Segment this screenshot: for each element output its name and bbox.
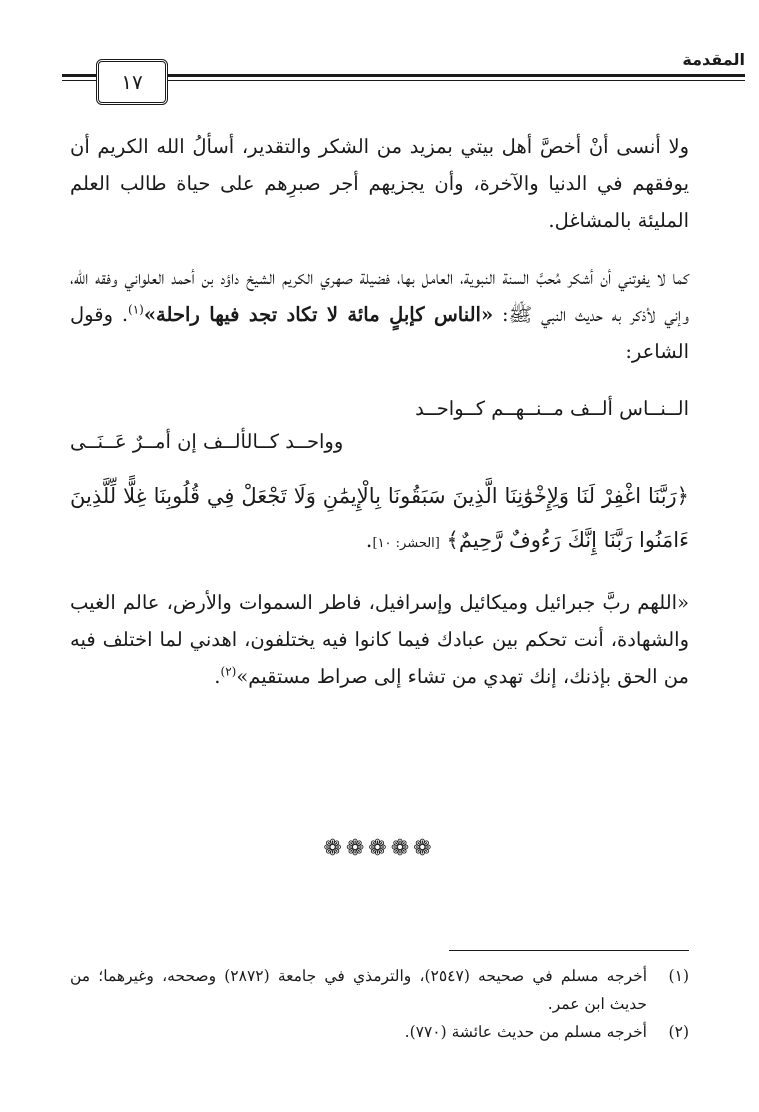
section-ornament: ❁❁❁❁❁ (323, 836, 436, 861)
poem (70, 390, 689, 460)
page-number-frame (96, 59, 168, 105)
dua-text: «اللهم ربَّ جبرائيل وميكائيل وإسرافيل، فاطر السموات والأرض، عالم الغيب والشهادة، أنت تحكم بين عبادك فيما كانوا فيه يختلفون، اهدني لما اختلف فيه من الحق بإذنك، إنك تهدي من تشاء إلى صراط مستقيم» (70, 591, 689, 688)
footnote-divider (449, 950, 689, 951)
quran-reference: [الحشر: ١٠] (372, 536, 440, 551)
paragraph-thanks-family: ولا أنسى أنْ أخصَّ أهل بيتي بمزيد من الشكر والتقدير، أسألُ الله الكريم أن يوفقهم في الدنيا والآخرة، وأن يجزيهم أجر صبرِهم على حياة طالب العلم المليئة بالمشاغل. (70, 135, 689, 232)
quran-verse (70, 474, 689, 566)
paragraph-thanks-sheikh (70, 259, 689, 370)
main-text (70, 128, 689, 715)
dua-end: . (214, 665, 221, 688)
paragraph-text: كما لا يفوتني أن أشكر مُحبَّ السنة النبوية، العامل بها، فضيلة صهري الكريم الشيخ داؤد بن أحمد العلواني وفقه الله، وإني لأذكر به حديث النبي ﷺ: (70, 266, 689, 326)
hadith-quote: «الناس كإبلٍ مائة لا تكاد تجد فيها راحلة» (143, 303, 494, 326)
page-number: ١٧ (121, 70, 143, 94)
poem-line-2: وواحــد كــالألــف إن أمــرٌ عَــنَــى (70, 430, 344, 453)
dua-paragraph (70, 584, 689, 695)
section-title: المقدمة (682, 50, 745, 69)
footnote-number: (٢) (668, 1023, 689, 1041)
footnote-ref-1[interactable]: (١) (128, 302, 144, 317)
paragraph-tail: . وقول الشاعر: (70, 303, 689, 363)
footnote-item (70, 962, 689, 1018)
footnote-number: (١) (668, 967, 689, 985)
poem-line-1: الــنــاس ألــف مــنــهــم كــواحــد (415, 397, 689, 420)
footnote-text: أخرجه مسلم من حديث عائشة (٧٧٠). (404, 1023, 647, 1041)
footnote-item (70, 1018, 689, 1046)
quran-end: . (365, 528, 373, 552)
quran-text: ﴿رَبَّنَا اغْفِرْ لَنَا وَلِإِخْوَٰنِنَا الَّذِينَ سَبَقُونَا بِالْإِيمَٰنِ وَلَا تَجْعَلْ فِي قُلُوبِنَا غِلًّا لِّلَّذِينَ ءَامَنُوا رَبَّنَا إِنَّكَ رَءُوفٌ رَّحِيمٌ﴾ (70, 484, 689, 552)
footnotes (70, 962, 689, 1046)
footnote-text: أخرجه مسلم في صحيحه (٢٥٤٧)، والترمذي في جامعة (٢٨٧٢) وصححه، وغيرهما؛ من حديث ابن عمر. (70, 967, 648, 1013)
footnote-ref-2[interactable]: (٢) (220, 664, 237, 679)
